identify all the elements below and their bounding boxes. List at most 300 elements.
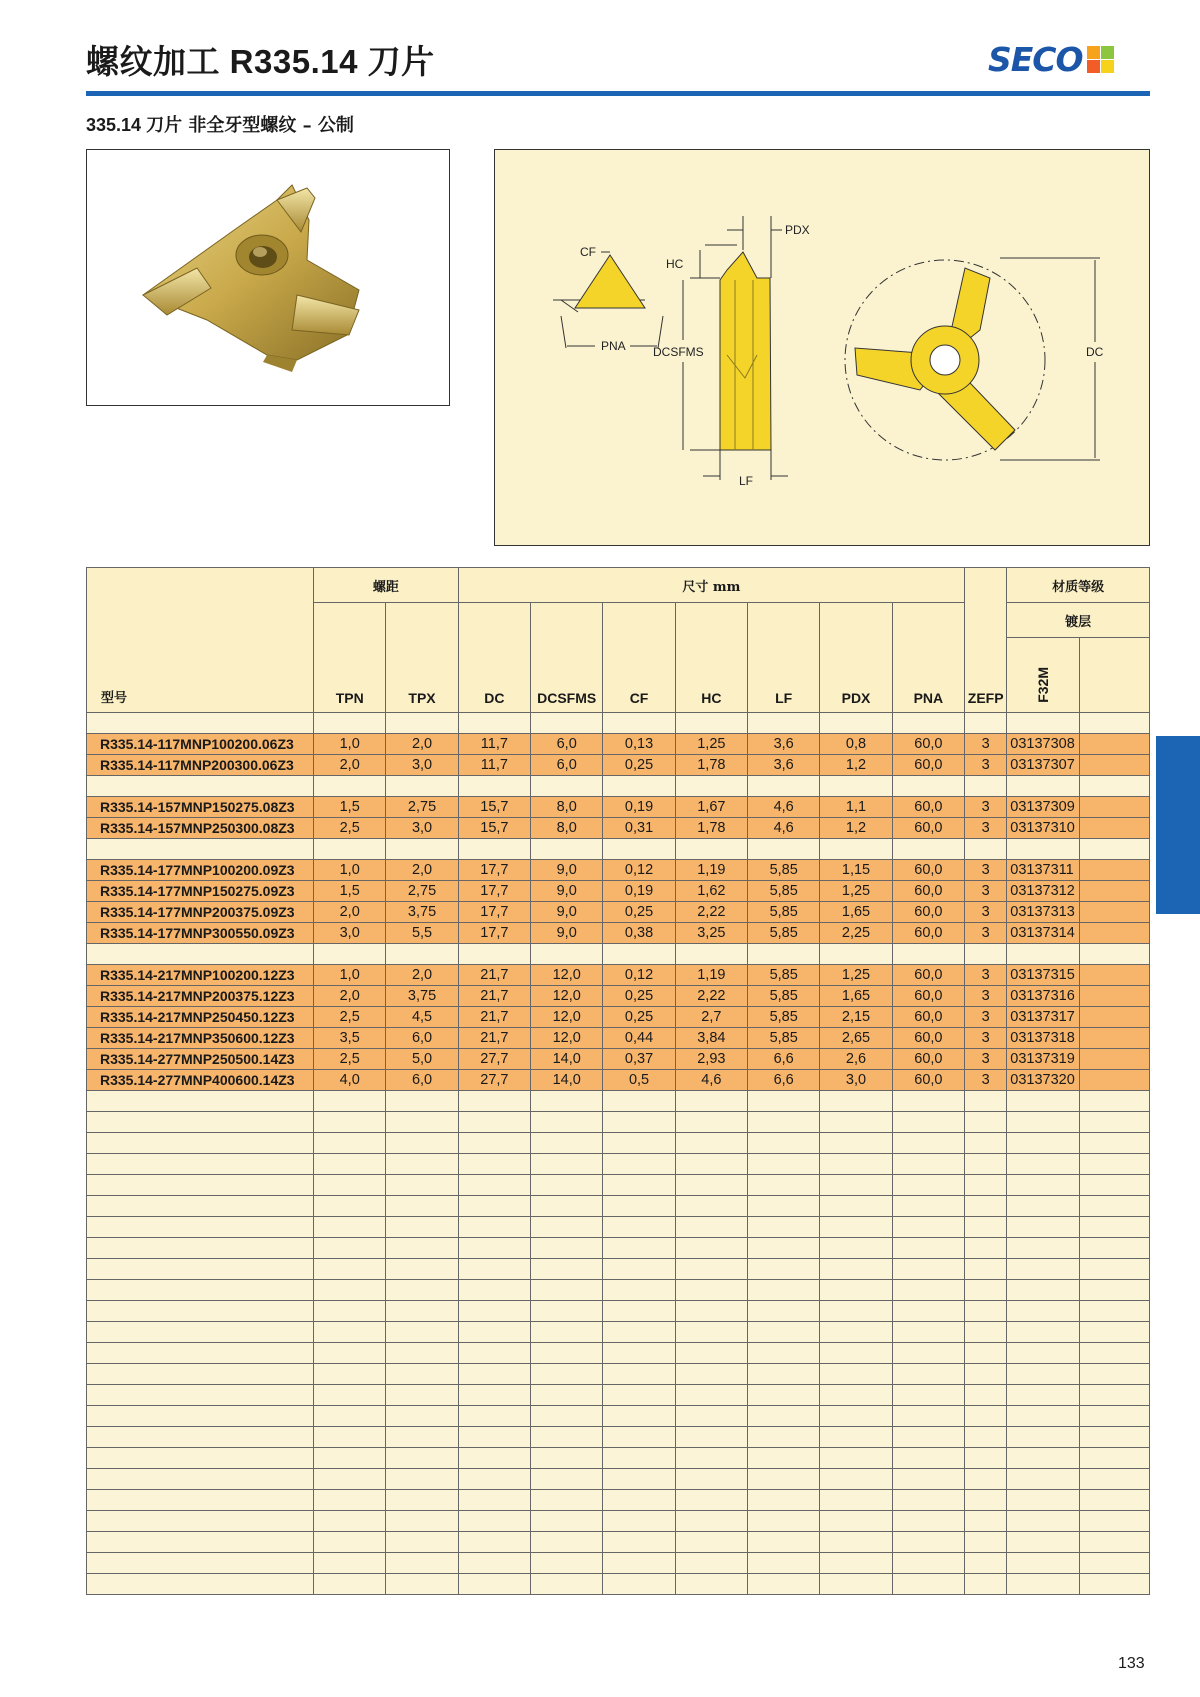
empty-cell [965,1175,1007,1196]
cell-pdx: 1,65 [820,902,892,923]
cell-blank [1079,881,1149,902]
col-header-dcsfms: DCSFMS [531,603,603,713]
cell-tpx: 2,75 [386,797,458,818]
cell-lf: 5,85 [748,881,820,902]
empty-cell [1007,1175,1079,1196]
col-header-f32m-label: F32M [1034,667,1051,703]
cell-model: R335.14-217MNP350600.12Z3 [87,1028,314,1049]
empty-cell [87,1343,314,1364]
empty-cell [603,1469,675,1490]
empty-cell [87,1259,314,1280]
subtitle-model: 335.14 [86,115,142,135]
logo-square-orange [1087,46,1100,59]
section-side-tab[interactable] [1156,736,1200,914]
cell-cf: 0,19 [603,797,675,818]
empty-cell [675,1322,747,1343]
cell-dc: 17,7 [458,923,530,944]
empty-cell [87,839,314,860]
empty-row [87,1343,1150,1364]
seco-logo [988,39,1114,79]
cell-lf: 6,6 [748,1070,820,1091]
empty-cell [820,1238,892,1259]
cell-dc: 21,7 [458,965,530,986]
cell-f32m-code: 03137308 [1007,734,1079,755]
cell-blank [1079,1007,1149,1028]
cell-pna: 60,0 [892,818,964,839]
cell-lf: 6,6 [748,1049,820,1070]
empty-cell [87,1553,314,1574]
empty-cell [1007,1511,1079,1532]
empty-cell [603,1175,675,1196]
empty-cell [965,1196,1007,1217]
empty-cell [675,1217,747,1238]
cell-tpx: 5,5 [386,923,458,944]
empty-cell [87,1196,314,1217]
empty-cell [1007,1490,1079,1511]
empty-cell [1079,1133,1149,1154]
empty-cell [675,713,747,734]
empty-cell [892,1343,964,1364]
empty-cell [1007,1259,1079,1280]
empty-cell [314,1238,386,1259]
cell-f32m-code: 03137319 [1007,1049,1079,1070]
empty-cell [1079,1322,1149,1343]
cell-pna: 60,0 [892,1049,964,1070]
empty-cell [531,1343,603,1364]
dimension-diagram [494,149,1150,546]
cell-tpx: 2,0 [386,965,458,986]
insert-side-view [720,252,771,450]
table-row[interactable] [87,818,1150,839]
cell-hc: 2,22 [675,902,747,923]
cell-pna: 60,0 [892,986,964,1007]
cell-cf: 0,12 [603,965,675,986]
empty-cell [748,1196,820,1217]
empty-cell [1007,944,1079,965]
col-header-f32m [1007,638,1079,713]
cell-cf: 0,38 [603,923,675,944]
empty-cell [965,1427,1007,1448]
label-pna: PNA [601,339,626,353]
empty-cell [458,1133,530,1154]
empty-cell [314,1406,386,1427]
cell-cf: 0,31 [603,818,675,839]
cell-dc: 21,7 [458,1028,530,1049]
cell-tpx: 5,0 [386,1049,458,1070]
empty-cell [1079,1385,1149,1406]
table-row[interactable] [87,902,1150,923]
empty-cell [675,1490,747,1511]
subtitle-text: 刀片 非全牙型螺纹 – 公制 [146,115,354,136]
cell-tpx: 6,0 [386,1070,458,1091]
empty-cell [675,944,747,965]
empty-cell [1079,1217,1149,1238]
cell-dcsfms: 9,0 [531,860,603,881]
empty-cell [965,1133,1007,1154]
empty-cell [892,1511,964,1532]
empty-cell [965,1553,1007,1574]
cell-pna: 60,0 [892,1028,964,1049]
empty-cell [892,1217,964,1238]
cell-dcsfms: 8,0 [531,818,603,839]
empty-cell [386,1532,458,1553]
empty-cell [1007,1196,1079,1217]
table-row[interactable] [87,734,1150,755]
empty-cell [314,1280,386,1301]
label-cf: CF [580,245,596,259]
empty-cell [458,1343,530,1364]
empty-cell [820,1175,892,1196]
empty-cell [603,1217,675,1238]
cell-tpn: 3,5 [314,1028,386,1049]
empty-cell [603,1553,675,1574]
cell-tpx: 3,0 [386,755,458,776]
empty-cell [87,1238,314,1259]
cell-hc: 2,22 [675,986,747,1007]
cell-pdx: 2,15 [820,1007,892,1028]
cell-zefp: 3 [965,1070,1007,1091]
empty-cell [675,1133,747,1154]
empty-cell [531,1238,603,1259]
empty-cell [675,1553,747,1574]
spec-table [86,567,1150,1595]
empty-cell [531,1427,603,1448]
cell-hc: 1,78 [675,818,747,839]
empty-cell [965,1511,1007,1532]
empty-cell [531,1196,603,1217]
empty-cell [748,1238,820,1259]
empty-cell [965,1574,1007,1595]
empty-cell [675,1406,747,1427]
empty-cell [386,1301,458,1322]
empty-cell [748,1112,820,1133]
empty-cell [458,1574,530,1595]
empty-row [87,1196,1150,1217]
empty-cell [458,1175,530,1196]
cell-zefp: 3 [965,902,1007,923]
cell-model: R335.14-177MNP200375.09Z3 [87,902,314,923]
empty-cell [386,1469,458,1490]
cell-lf: 4,6 [748,818,820,839]
empty-cell [386,1364,458,1385]
cell-hc: 2,7 [675,1007,747,1028]
spacer-row [87,713,1150,734]
cell-tpn: 2,5 [314,818,386,839]
empty-cell [748,1511,820,1532]
cell-model: R335.14-157MNP250300.08Z3 [87,818,314,839]
empty-cell [820,776,892,797]
title-model: R335.14 [229,43,358,80]
empty-cell [386,1343,458,1364]
empty-cell [965,713,1007,734]
col-header-hc: HC [675,603,747,713]
table-row[interactable] [87,1070,1150,1091]
empty-cell [1007,1364,1079,1385]
empty-cell [531,1280,603,1301]
cell-tpn: 2,0 [314,902,386,923]
cell-pna: 60,0 [892,755,964,776]
empty-cell [87,1427,314,1448]
empty-cell [748,1490,820,1511]
empty-cell [1007,1133,1079,1154]
empty-cell [1079,1259,1149,1280]
label-dcsfms: DCSFMS [653,345,704,359]
empty-cell [748,1574,820,1595]
empty-cell [892,1532,964,1553]
empty-row [87,1259,1150,1280]
col-header-tpx: TPX [386,603,458,713]
col-group-coating: 镀层 [1007,603,1150,638]
empty-cell [748,1301,820,1322]
empty-cell [820,944,892,965]
empty-cell [314,776,386,797]
pna-ext-left [561,316,566,348]
empty-cell [1079,1553,1149,1574]
table-row[interactable] [87,1007,1150,1028]
table-row[interactable] [87,797,1150,818]
empty-cell [1079,1511,1149,1532]
empty-cell [1007,1091,1079,1112]
empty-cell [748,1343,820,1364]
empty-cell [748,1091,820,1112]
empty-cell [458,1364,530,1385]
empty-cell [386,1196,458,1217]
table-row[interactable] [87,923,1150,944]
empty-cell [820,1406,892,1427]
title-cn: 螺纹加工 [86,42,220,81]
empty-cell [1007,1280,1079,1301]
empty-cell [675,1259,747,1280]
empty-cell [1079,1112,1149,1133]
cell-pdx: 1,15 [820,860,892,881]
empty-cell [820,1385,892,1406]
cell-cf: 0,25 [603,902,675,923]
empty-cell [1007,1532,1079,1553]
empty-row [87,1490,1150,1511]
empty-cell [965,1259,1007,1280]
cell-hc: 1,19 [675,965,747,986]
empty-cell [675,1427,747,1448]
empty-cell [1007,839,1079,860]
empty-cell [1079,1574,1149,1595]
empty-cell [314,1343,386,1364]
empty-cell [314,1553,386,1574]
cell-lf: 3,6 [748,755,820,776]
empty-cell [531,1574,603,1595]
empty-cell [386,1133,458,1154]
empty-cell [1079,1301,1149,1322]
empty-cell [458,776,530,797]
empty-cell [531,1175,603,1196]
empty-cell [965,1091,1007,1112]
cell-tpx: 2,0 [386,860,458,881]
empty-cell [458,1259,530,1280]
cell-model: R335.14-277MNP250500.14Z3 [87,1049,314,1070]
empty-row [87,1322,1150,1343]
table-row[interactable] [87,755,1150,776]
empty-cell [965,1364,1007,1385]
empty-cell [820,1112,892,1133]
cell-lf: 3,6 [748,734,820,755]
empty-cell [458,1469,530,1490]
empty-cell [892,839,964,860]
cell-dc: 11,7 [458,734,530,755]
empty-row [87,1280,1150,1301]
empty-cell [314,1175,386,1196]
empty-cell [603,1511,675,1532]
empty-cell [386,1511,458,1532]
empty-cell [87,1322,314,1343]
empty-cell [820,1553,892,1574]
empty-cell [1079,944,1149,965]
empty-cell [603,1385,675,1406]
empty-cell [603,1301,675,1322]
empty-row [87,1553,1150,1574]
cell-tpx: 3,0 [386,818,458,839]
empty-row [87,1238,1150,1259]
empty-cell [87,1133,314,1154]
table-row[interactable] [87,965,1150,986]
empty-cell [892,1259,964,1280]
cell-pdx: 2,25 [820,923,892,944]
cell-cf: 0,25 [603,986,675,1007]
empty-row [87,1301,1150,1322]
table-row[interactable] [87,1028,1150,1049]
empty-cell [1079,839,1149,860]
empty-cell [1007,713,1079,734]
cell-f32m-code: 03137311 [1007,860,1079,881]
empty-cell [1079,776,1149,797]
empty-cell [820,839,892,860]
empty-cell [748,1553,820,1574]
cell-dc: 27,7 [458,1070,530,1091]
empty-cell [675,1175,747,1196]
spacer-row [87,944,1150,965]
empty-cell [87,776,314,797]
empty-cell [965,1301,1007,1322]
empty-cell [1007,1343,1079,1364]
cell-f32m-code: 03137313 [1007,902,1079,923]
cell-tpn: 2,5 [314,1007,386,1028]
cell-tpn: 1,0 [314,860,386,881]
header-rule [86,91,1150,96]
cell-hc: 1,19 [675,860,747,881]
empty-cell [531,1511,603,1532]
cell-blank [1079,1070,1149,1091]
empty-cell [675,1301,747,1322]
empty-cell [603,713,675,734]
empty-row [87,1574,1150,1595]
empty-cell [314,1385,386,1406]
empty-cell [386,839,458,860]
empty-cell [748,713,820,734]
empty-cell [603,1427,675,1448]
cell-cf: 0,25 [603,1007,675,1028]
cell-blank [1079,1028,1149,1049]
empty-cell [603,1364,675,1385]
col-header-zefp: ZEFP [965,568,1007,713]
empty-cell [892,713,964,734]
empty-cell [1079,1280,1149,1301]
empty-cell [675,839,747,860]
empty-cell [820,1469,892,1490]
cell-hc: 2,93 [675,1049,747,1070]
empty-cell [458,1406,530,1427]
empty-cell [675,1091,747,1112]
cell-f32m-code: 03137317 [1007,1007,1079,1028]
cell-model: R335.14-217MNP250450.12Z3 [87,1007,314,1028]
empty-cell [87,1406,314,1427]
col-header-tpn: TPN [314,603,386,713]
cell-tpn: 2,5 [314,1049,386,1070]
empty-row [87,1112,1150,1133]
cell-tpx: 3,75 [386,986,458,1007]
empty-cell [965,1385,1007,1406]
cell-hc: 1,62 [675,881,747,902]
cell-zefp: 3 [965,1049,1007,1070]
table-row[interactable] [87,881,1150,902]
empty-cell [386,1238,458,1259]
empty-cell [1007,1385,1079,1406]
cell-dc: 17,7 [458,860,530,881]
col-header-model: 型号 [87,568,314,713]
empty-cell [87,1301,314,1322]
empty-cell [675,1532,747,1553]
empty-cell [386,1154,458,1175]
table-row[interactable] [87,860,1150,881]
label-hc: HC [666,257,684,271]
empty-cell [892,1364,964,1385]
empty-cell [531,1553,603,1574]
cell-blank [1079,755,1149,776]
insert-hole [930,345,960,375]
cell-dcsfms: 14,0 [531,1070,603,1091]
empty-cell [1079,1091,1149,1112]
empty-cell [965,1322,1007,1343]
cell-dcsfms: 14,0 [531,1049,603,1070]
cell-f32m-code: 03137315 [1007,965,1079,986]
empty-cell [531,944,603,965]
empty-cell [1007,1448,1079,1469]
empty-cell [603,839,675,860]
empty-cell [531,1301,603,1322]
cell-pdx: 2,65 [820,1028,892,1049]
empty-cell [386,1406,458,1427]
empty-cell [87,713,314,734]
col-group-grade: 材质等级 [1007,568,1150,603]
empty-cell [892,1154,964,1175]
table-row[interactable] [87,1049,1150,1070]
empty-row [87,1091,1150,1112]
label-lf: LF [739,474,754,488]
cell-pna: 60,0 [892,965,964,986]
empty-cell [748,839,820,860]
empty-cell [748,1280,820,1301]
empty-cell [965,1112,1007,1133]
empty-cell [820,1154,892,1175]
cell-dcsfms: 12,0 [531,965,603,986]
empty-cell [458,1112,530,1133]
col-header-pdx: PDX [820,603,892,713]
empty-cell [1007,1301,1079,1322]
empty-cell [892,1574,964,1595]
cell-tpx: 3,75 [386,902,458,923]
empty-cell [820,1427,892,1448]
cell-pdx: 1,25 [820,965,892,986]
cell-pna: 60,0 [892,1070,964,1091]
empty-cell [965,1343,1007,1364]
table-row[interactable] [87,986,1150,1007]
